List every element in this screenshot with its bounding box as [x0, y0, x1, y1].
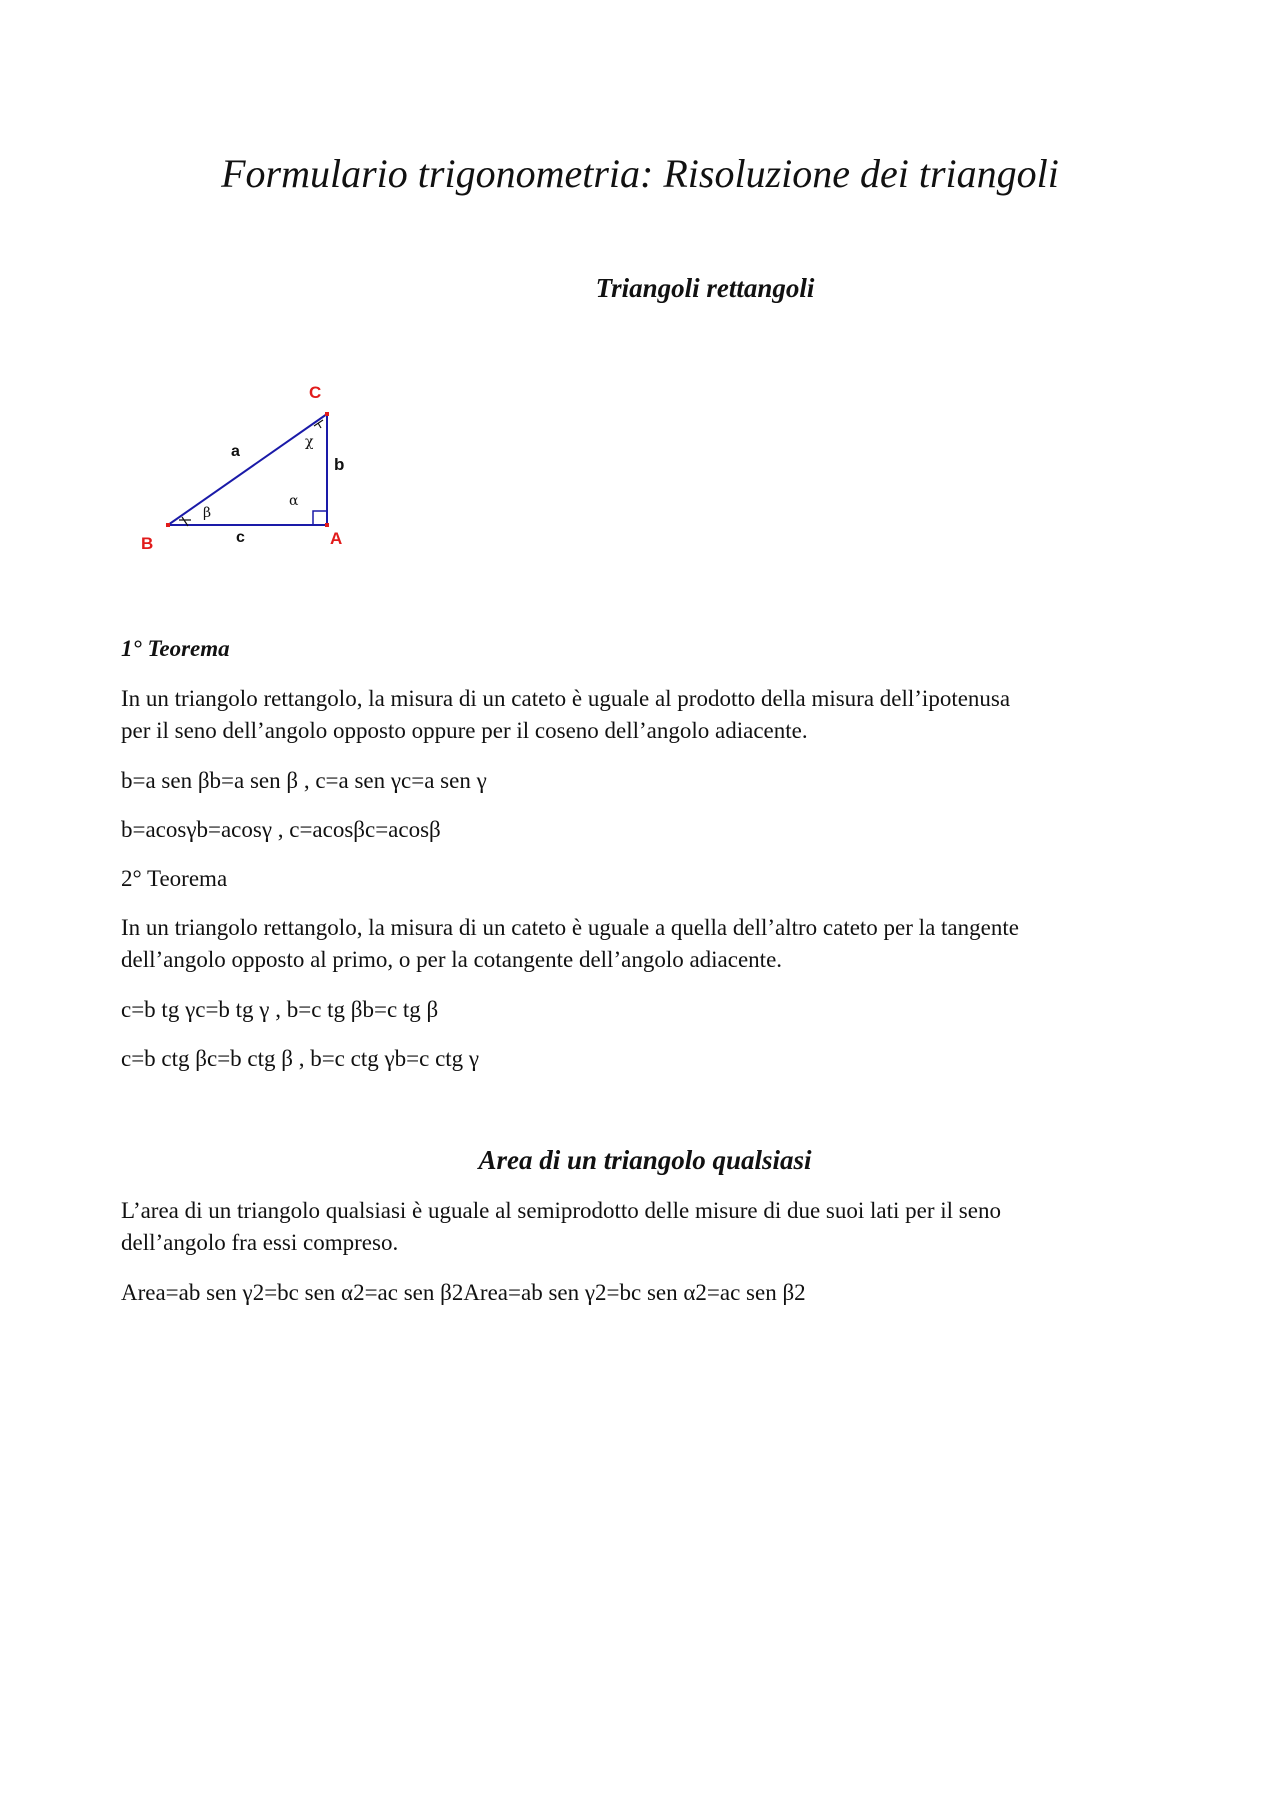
vertex-b-label: B [141, 534, 154, 553]
area-formula: Area=ab sen γ2=bc sen α2=ac sen β2Area=ab sen γ2=bc sen α2=ac sen β2 [121, 1280, 806, 1305]
right-triangle-figure [118, 378, 368, 558]
side-a-line [168, 414, 327, 525]
theorem1-text-line2: per il seno dell’angolo opposto oppure per il coseno dell’angolo adiacente. [121, 718, 808, 743]
side-a-label: a [231, 443, 240, 460]
theorem1-text-line1: In un triangolo rettangolo, la misura di un cateto è uguale al prodotto della misura dell’ipotenusa [121, 686, 1011, 711]
vertex-b-point [166, 523, 170, 527]
right-angle-marker [313, 511, 327, 525]
theorem2-label: 2° Teorema [121, 866, 228, 891]
theorem1-formula2: b=acosγb=acosγ , c=acosβc=acosβ [121, 817, 441, 842]
section-heading-right-triangles [0, 272, 1280, 304]
theorem1-label: 1° Teorema [121, 636, 230, 661]
theorem1-formula1: b=a sen βb=a sen β , c=a sen γc=a sen γ [121, 768, 487, 793]
vertex-a-point [325, 523, 329, 527]
angle-gamma-label: χ [305, 434, 314, 450]
theorem2-text-line1: In un triangolo rettangolo, la misura di un cateto è uguale a quella dell’altro cateto per la tangente [121, 915, 1019, 940]
section2-heading-text: Area di un triangolo qualsiasi [478, 1145, 812, 1175]
side-c-label: c [236, 529, 245, 546]
vertex-c-label: C [309, 383, 322, 402]
theorem2-formula2: c=b ctg βc=b ctg β , b=c ctg γb=c ctg γ [121, 1046, 480, 1071]
angle-alpha-label: α [289, 493, 299, 509]
section-heading-text: Triangoli rettangoli [595, 273, 815, 303]
area-text-line1: L’area di un triangolo qualsiasi è uguale al semiprodotto delle misure di due suoi lati per il seno [121, 1198, 1001, 1223]
vertex-a-label: A [330, 529, 343, 548]
vertex-c-point [325, 412, 329, 416]
area-text-line2: dell’angolo fra essi compreso. [121, 1230, 399, 1255]
section-heading-area [0, 1144, 1280, 1176]
angle-beta-label: β [203, 505, 212, 521]
theorem2-formula1: c=b tg γc=b tg γ , b=c tg βb=c tg β [121, 997, 439, 1022]
theorem2-text-line2: dell’angolo opposto al primo, o per la cotangente dell’angolo adiacente. [121, 947, 783, 972]
side-b-label: b [334, 455, 345, 474]
page-title: Formulario trigonometria: Risoluzione dei triangoli [221, 151, 1059, 196]
